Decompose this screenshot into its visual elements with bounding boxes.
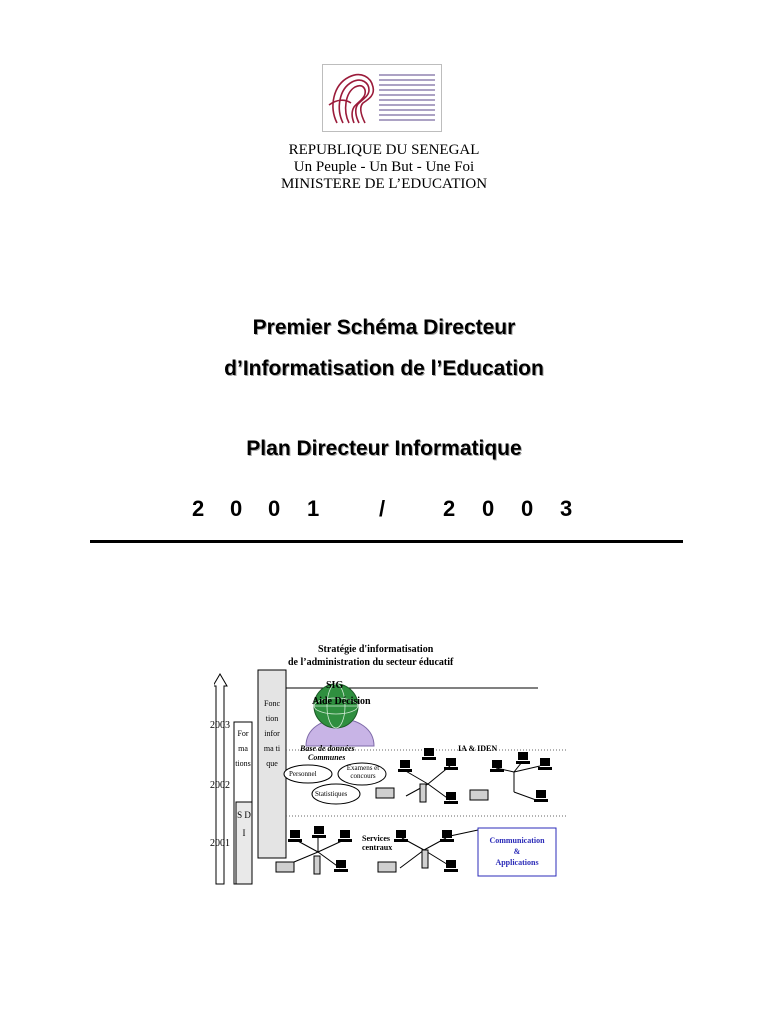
document-title-line-2: d’Informatisation de l’Education [224,357,544,380]
country-name: REPUBLIQUE DU SENEGAL [288,142,480,158]
year-label-2002: 2002 [210,780,230,791]
diagram-title-line-2: de l’administration du secteur éducatif [288,657,454,668]
ampersand-label: & [513,847,521,856]
ministry-name: MINISTERE DE L’EDUCATION [280,176,488,192]
fonction-informatique-label: Fonc tion infor ma ti que [263,699,281,768]
statistiques-label: Statistiques [315,790,348,798]
period-end-digit: 0 [521,496,534,521]
period-start-digit: 1 [307,496,320,521]
diagram-title-line-1: Stratégie d'informatisation [318,644,434,655]
applications-label: Applications [495,858,539,867]
services-label: Services [362,834,390,843]
communication-label: Communication [489,836,545,845]
period-start-digit: 2 [192,496,205,521]
document-subtitle: Plan Directeur Informatique [246,437,522,460]
ministry-logo [322,64,442,132]
period-end-digit: 2 [443,496,456,521]
period-start-digit: 0 [268,496,281,521]
services-sublabel: centraux [362,843,393,852]
year-label-2001: 2001 [210,838,230,849]
ia-iden-label: IA & IDEN [458,744,498,753]
document-title-line-1: Premier Schéma Directeur [252,316,516,339]
year-label-2003: 2003 [210,720,230,731]
period-end-digit: 0 [482,496,495,521]
database-label: Base de données [300,744,355,753]
national-motto: Un Peuple - Un But - Une Foi [293,159,475,175]
period-start-digit: 0 [230,496,243,521]
personnel-label: Personnel [289,770,317,778]
strategy-diagram [210,640,566,890]
period-separator: / [379,496,386,521]
examens-label: Examens et concours [346,764,380,780]
horizontal-rule [90,540,683,543]
sig-label: SIG [326,680,344,691]
formations-label: For ma tions [235,729,251,768]
database-sublabel: Communes [308,753,346,762]
header-block [0,142,768,193]
sdi-label: S D I [237,810,251,838]
aide-decision-label: Aide Décision [312,696,371,707]
period-end-digit: 3 [560,496,573,521]
period-range [0,496,768,526]
